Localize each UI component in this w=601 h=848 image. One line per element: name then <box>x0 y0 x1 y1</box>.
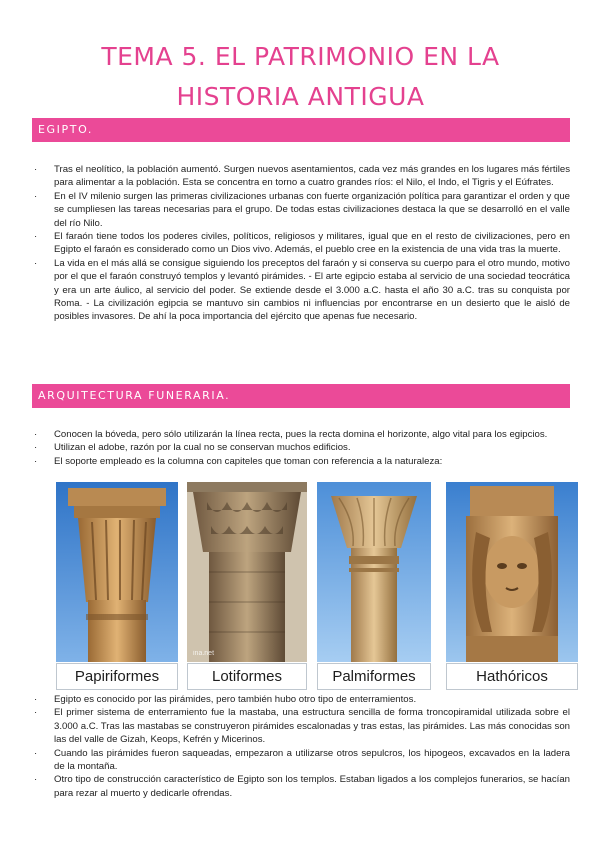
column-palmiformes <box>317 482 431 692</box>
list-item: · En el IV milenio surgen las primeras civilizaciones urbanas con fuerte organización política para garantizar el orden y que se cumpliesen las tareas necesarias para el grupo. De todas estas civilizaciones destaca la que se desarrolló en el valle del río Nilo. <box>34 190 570 229</box>
list-item: · Utilizan el adobe, razón por la cual no se conservan muchos edificios. <box>34 442 351 454</box>
bullet-icon: · <box>34 231 38 243</box>
list-item: · Otro tipo de construcción característico de Egipto son los templos. Estaban ligados a los complejos funerarios, se hacían para rezar al muerto y dedicarle ofrendas. <box>34 774 570 799</box>
bullet-icon: · <box>34 694 38 705</box>
watermark-text: ina.net <box>193 650 215 657</box>
list-item: · Tras el neolítico, la población aumentó. Surgen nuevos asentamientos, cada vez más grandes en los lugares más fértiles para alimentar a la población. Esta se concentra en torno a cuatro grandes ríos: el Nilo, el Indo, el Tigris y el Eúfrates. <box>34 164 570 189</box>
egipto-list <box>32 163 570 324</box>
list-item: · El soporte empleado es la columna con capiteles que toman con referencia a la naturaleza: <box>34 455 443 467</box>
column-hathoricos <box>446 482 578 692</box>
section-heading-arquitectura: ARQUITECTURA FUNERARIA. <box>32 384 570 408</box>
papyrus-column-photo-icon <box>56 482 178 662</box>
page-title-line-1: TEMA 5. EL PATRIMONIO EN LA <box>101 42 500 71</box>
bullet-icon: · <box>34 257 38 269</box>
column-label: Papiriformes <box>56 663 178 690</box>
page-title-line-2: HISTORIA ANTIGUA <box>176 82 425 111</box>
column-label: Palmiformes <box>317 663 431 690</box>
column-label: Lotiformes <box>187 663 307 690</box>
column-papiriformes <box>56 482 178 692</box>
bullet-icon: · <box>34 747 38 759</box>
enterramientos-list <box>32 693 570 800</box>
bullet-icon: · <box>34 190 38 202</box>
arquitectura-list <box>32 428 570 468</box>
section-heading-egipto: EGIPTO. <box>32 118 570 142</box>
bullet-icon: · <box>34 774 38 786</box>
column-label: Hathóricos <box>446 663 578 690</box>
column-types-figure <box>56 482 584 692</box>
hathor-column-photo-icon <box>446 482 578 662</box>
lotus-column-photo-icon <box>187 482 307 662</box>
bullet-icon: · <box>34 455 38 467</box>
list-item: · Egipto es conocido por las pirámides, pero también hubo otro tipo de enterramientos. <box>34 694 417 705</box>
list-item: · Cuando las pirámides fueron saqueadas, empezaron a utilizarse otros sepulcros, los hipogeos, excavados en la ladera de la montaña. <box>34 747 570 773</box>
bullet-icon: · <box>34 442 38 454</box>
bullet-icon: · <box>34 164 38 175</box>
palm-column-photo-icon <box>317 482 431 662</box>
list-item: · La vida en el más allá se consigue siguiendo los preceptos del faraón y si conserva su cuerpo para el otro mundo, motivo por el que el faraón construyó templos y levantó pirámides. - El arte egipcio estaba al servicio de una sociedad teocrática y era un arte áulico, al servicio del poder. Se extiende desde el 3.000 a.C. hasta el año 30 a.C. tras su conquista por Roma. - La civilización egipcia se mantuvo sin cambios ni influencias por encontrarse en un desierto que le aisló de posibles invasores. De ahí la poca importancia del ejército que apenas fue necesario. <box>34 257 570 323</box>
list-item: · Conocen la bóveda, pero sólo utilizarán la línea recta, pues la recta domina el horizonte, algo vital para los egipcios. <box>34 429 548 440</box>
bullet-icon: · <box>34 707 38 719</box>
bullet-icon: · <box>34 429 38 440</box>
list-item: · El faraón tiene todos los poderes civiles, políticos, religiosos y militares, igual que en el resto de civilizaciones, pero en Egipto el faraón es considerado como un Dios vivo. Además, el pueblo cree en la existencia de una vida tras la muerte. <box>34 231 570 256</box>
list-item: · El primer sistema de enterramiento fue la mastaba, una estructura sencilla de forma troncopiramidal utilizada sobre el 3.000 a.C. Tras las mastabas se construyeron pirámides escalonadas y tras estas, las pirámides. Las más conocidas son las del valle de Gizah, Keops, Kefrén y Micerinos. <box>34 707 570 746</box>
column-lotiformes <box>187 482 307 692</box>
